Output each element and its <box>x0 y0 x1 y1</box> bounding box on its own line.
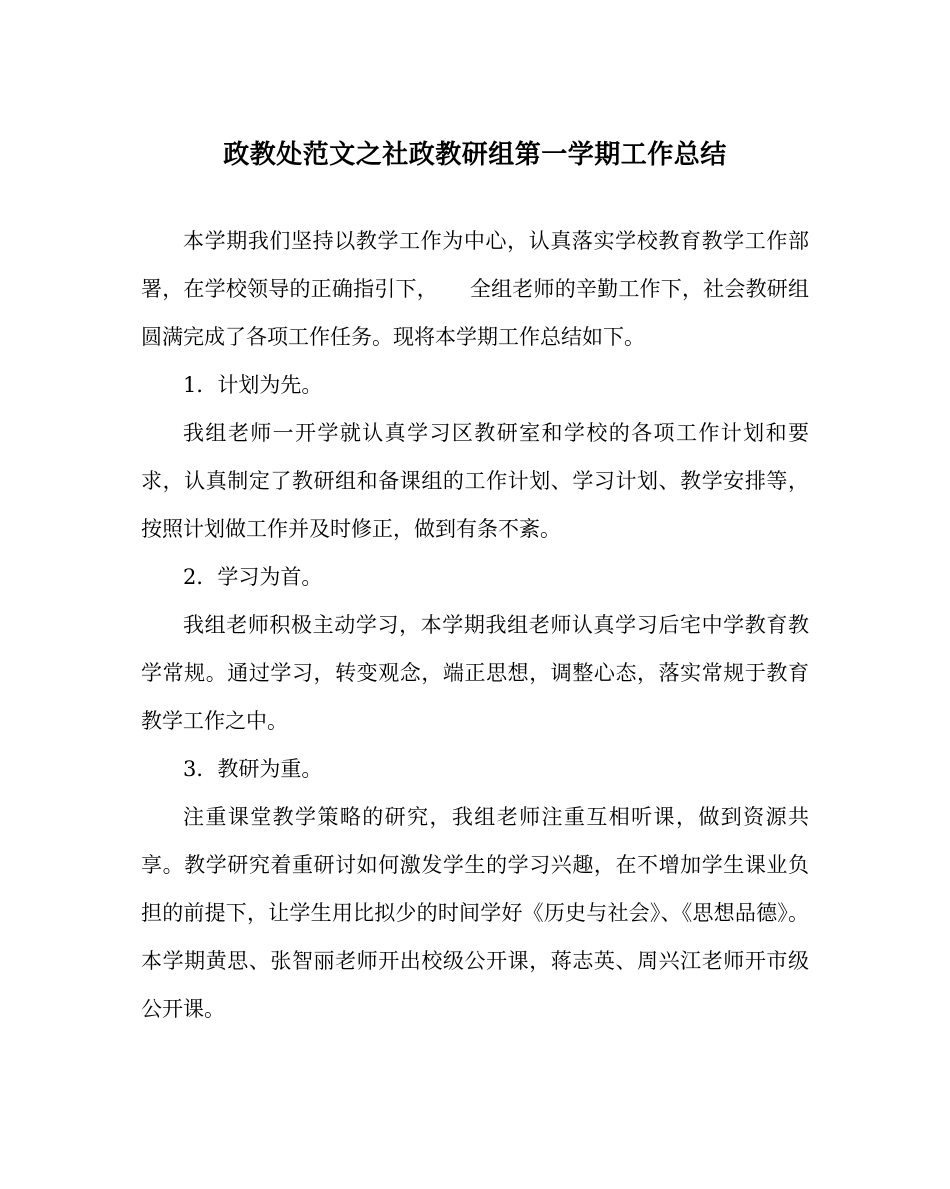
section-paragraph-research: 注重课堂教学策略的研究，我组老师注重互相听课，做到资源共享。教学研究着重研讨如何激发学生的学习兴趣，在不增加学生课业负担的前提下，让学生用比拟少的时间学好《历史与社会》、《思想品德》。本学期黄思、张智丽老师开出校级公开课，蒋志英、周兴江老师开市级公开课。 <box>141 805 809 1021</box>
document-title: 政教处范文之社政教研组第一学期工作总结 <box>223 140 727 170</box>
section-paragraph-study: 我组老师积极主动学习，本学期我组老师认真学习后宅中学教育教学常规。通过学习，转变观念，端正思想，调整心态，落实常规于教育教学工作之中。 <box>141 613 809 733</box>
section-heading-study: 2．学习为首。 <box>183 565 323 589</box>
document-body <box>141 217 809 1033</box>
intro-paragraph: 本学期我们坚持以教学工作为中心，认真落实学校教育教学工作部署，在学校领导的正确指引下， 全组老师的辛勤工作下，社会教研组圆满完成了各项工作任务。现将本学期工作总结如下。 <box>141 229 809 349</box>
section-paragraph-plan: 我组老师一开学就认真学习区教研室和学校的各项工作计划和要求，认真制定了教研组和备课组的工作计划、学习计划、教学安排等，按照计划做工作并及时修正，做到有条不紊。 <box>141 421 809 541</box>
section-heading-plan: 1．计划为先。 <box>183 373 323 397</box>
section-heading-research: 3．教研为重。 <box>183 757 323 781</box>
